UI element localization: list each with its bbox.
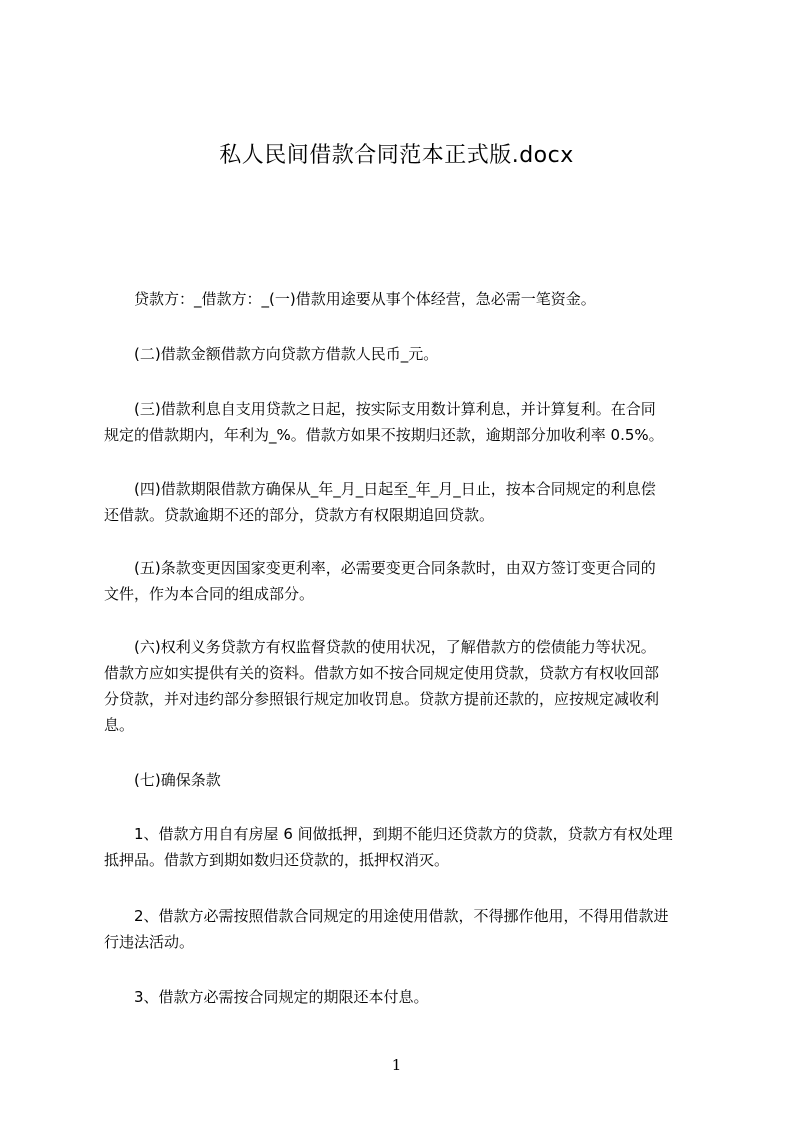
paragraph-guarantee-1 — [104, 821, 702, 873]
paragraph-line: 分贷款，并对违约部分参照银行规定加收罚息。贷款方提前还款的，应按规定减收利 — [104, 690, 660, 708]
paragraph-line: 借款方应如实提供有关的资料。借款方如不按合同规定使用贷款，贷款方有权收回部 — [104, 664, 660, 682]
paragraph-line: 3、借款方必需按合同规定的期限还本付息。 — [104, 988, 429, 1006]
document-title: 私人民间借款合同范本正式版.docx — [219, 143, 574, 168]
paragraph-line: 贷款方：_借款方：_(一)借款用途要从事个体经营，急必需一笔资金。 — [104, 290, 596, 308]
paragraph-terms-change — [104, 555, 702, 607]
page-number: 1 — [391, 1056, 402, 1074]
paragraph-line: (二)借款金额借款方向贷款方借款人民币_元。 — [104, 345, 439, 363]
paragraph-line: 行违法活动。 — [104, 933, 195, 951]
paragraph-line: (四)借款期限借款方确保从_年_月_日起至_年_月_日止，按本合同规定的利息偿 — [104, 480, 656, 498]
paragraph-guarantee-2 — [104, 903, 702, 955]
paragraph-line: 文件，作为本合同的组成部分。 — [104, 585, 315, 603]
paragraph-line: 2、借款方必需按照借款合同规定的用途使用借款，不得挪作他用，不得用借款进 — [104, 907, 669, 925]
paragraph-line: 还借款。贷款逾期不还的部分，贷款方有权限期追回贷款。 — [104, 506, 495, 524]
paragraph-line: (五)条款变更因国家变更利率，必需要变更合同条款时，由双方签订变更合同的 — [104, 559, 656, 577]
paragraph-parties-purpose — [104, 286, 702, 312]
paragraph-rights-obligations — [104, 634, 702, 738]
paragraph-line: (六)权利义务贷款方有权监督贷款的使用状况，了解借款方的偿债能力等状况。 — [104, 638, 656, 656]
paragraph-line: (七)确保条款 — [104, 771, 221, 789]
paragraph-line: 抵押品。借款方到期如数归还贷款的，抵押权消灭。 — [104, 851, 450, 869]
paragraph-guarantee-3 — [104, 984, 702, 1010]
paragraph-loan-term — [104, 476, 702, 528]
paragraph-guarantee-heading — [104, 767, 702, 793]
paragraph-line: 1、借款方用自有房屋 6 间做抵押，到期不能归还贷款方的贷款，贷款方有权处理 — [104, 825, 673, 843]
paragraph-line: 规定的借款期内，年利为_%。借款方如果不按期归还款，逾期部分加收利率 0.5%。 — [104, 426, 664, 444]
paragraph-loan-interest — [104, 396, 702, 448]
paragraph-line: (三)借款利息自支用贷款之日起，按实际支用数计算利息，并计算复利。在合同 — [104, 400, 656, 418]
paragraph-loan-amount — [104, 341, 702, 367]
paragraph-line: 息。 — [104, 716, 135, 734]
